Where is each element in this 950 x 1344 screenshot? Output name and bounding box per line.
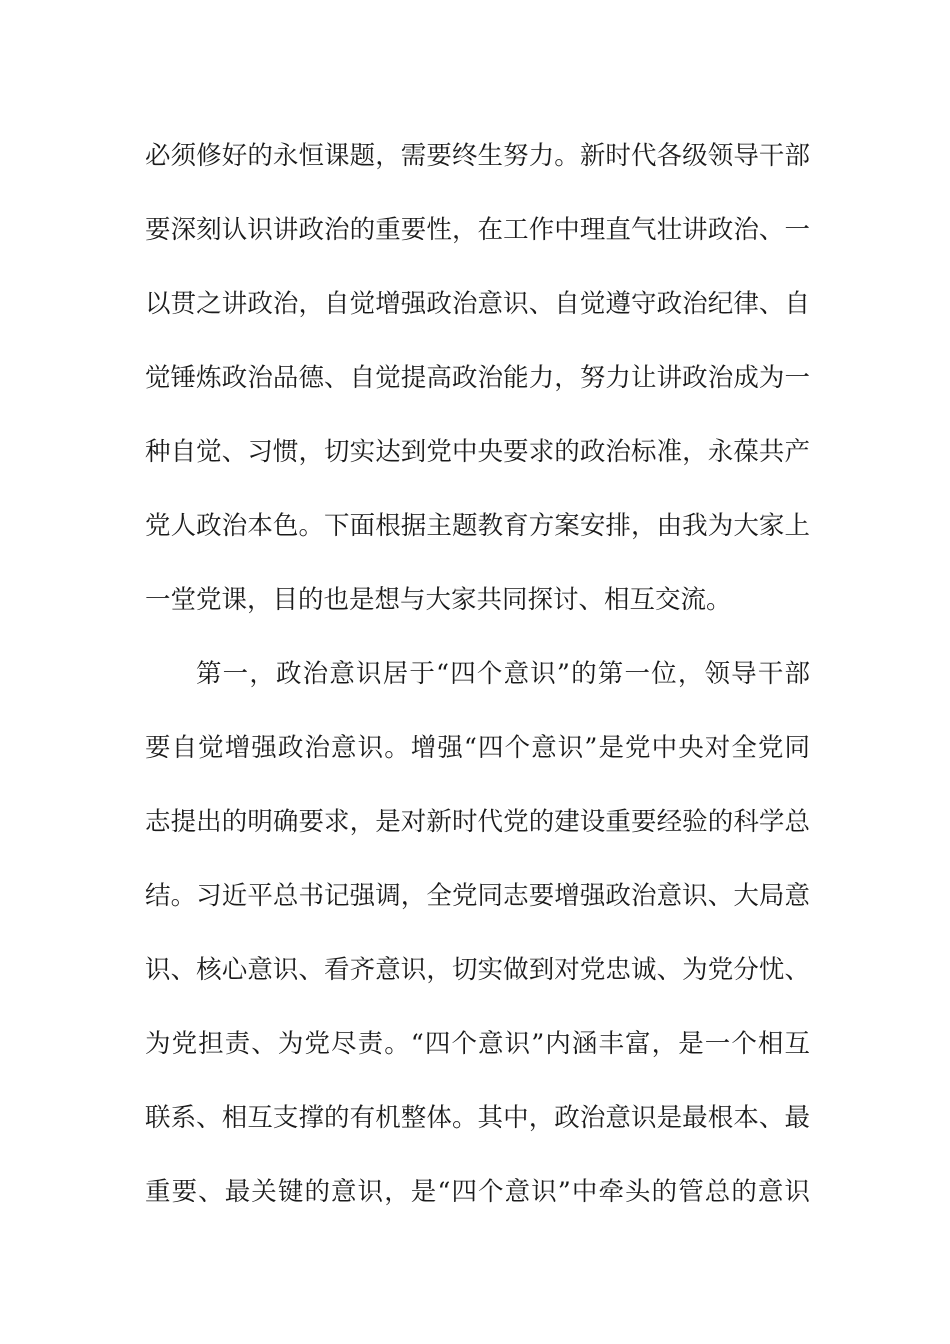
text-line: 党人政治本色。下面根据主题教育方案安排，由我为大家上 <box>145 511 810 541</box>
text-line: 以贯之讲政治，自觉增强政治意识、自觉遵守政治纪律、自 <box>145 289 810 319</box>
text-line: 结。习近平总书记强调，全党同志要增强政治意识、大局意 <box>145 881 810 911</box>
text-line: 一堂党课，目的也是想与大家共同探讨、相互交流。 <box>145 585 732 615</box>
text-line: 觉锤炼政治品德、自觉提高政治能力，努力让讲政治成为一 <box>145 363 810 393</box>
text-line: 为党担责、为党尽责。“四个意识”内涵丰富，是一个相互 <box>145 1029 810 1059</box>
text-line: 识、核心意识、看齐意识，切实做到对党忠诚、为党分忧、 <box>145 955 810 985</box>
text-line: 必须修好的永恒课题，需要终生努力。新时代各级领导干部 <box>145 141 810 171</box>
text-line: 种自觉、习惯，切实达到党中央要求的政治标准，永葆共产 <box>145 437 810 467</box>
text-line: 重要、最关键的意识，是“四个意识”中牵头的管总的意识 <box>145 1177 810 1207</box>
text-line: 要深刻认识讲政治的重要性，在工作中理直气壮讲政治、一 <box>145 215 810 245</box>
paragraph-first-line: 第一，政治意识居于“四个意识”的第一位，领导干部 <box>196 659 810 689</box>
text-line: 联系、相互支撑的有机整体。其中，政治意识是最根本、最 <box>145 1103 810 1133</box>
text-line: 要自觉增强政治意识。增强“四个意识”是党中央对全党同 <box>145 733 810 763</box>
text-line: 志提出的明确要求，是对新时代党的建设重要经验的科学总 <box>145 807 810 837</box>
